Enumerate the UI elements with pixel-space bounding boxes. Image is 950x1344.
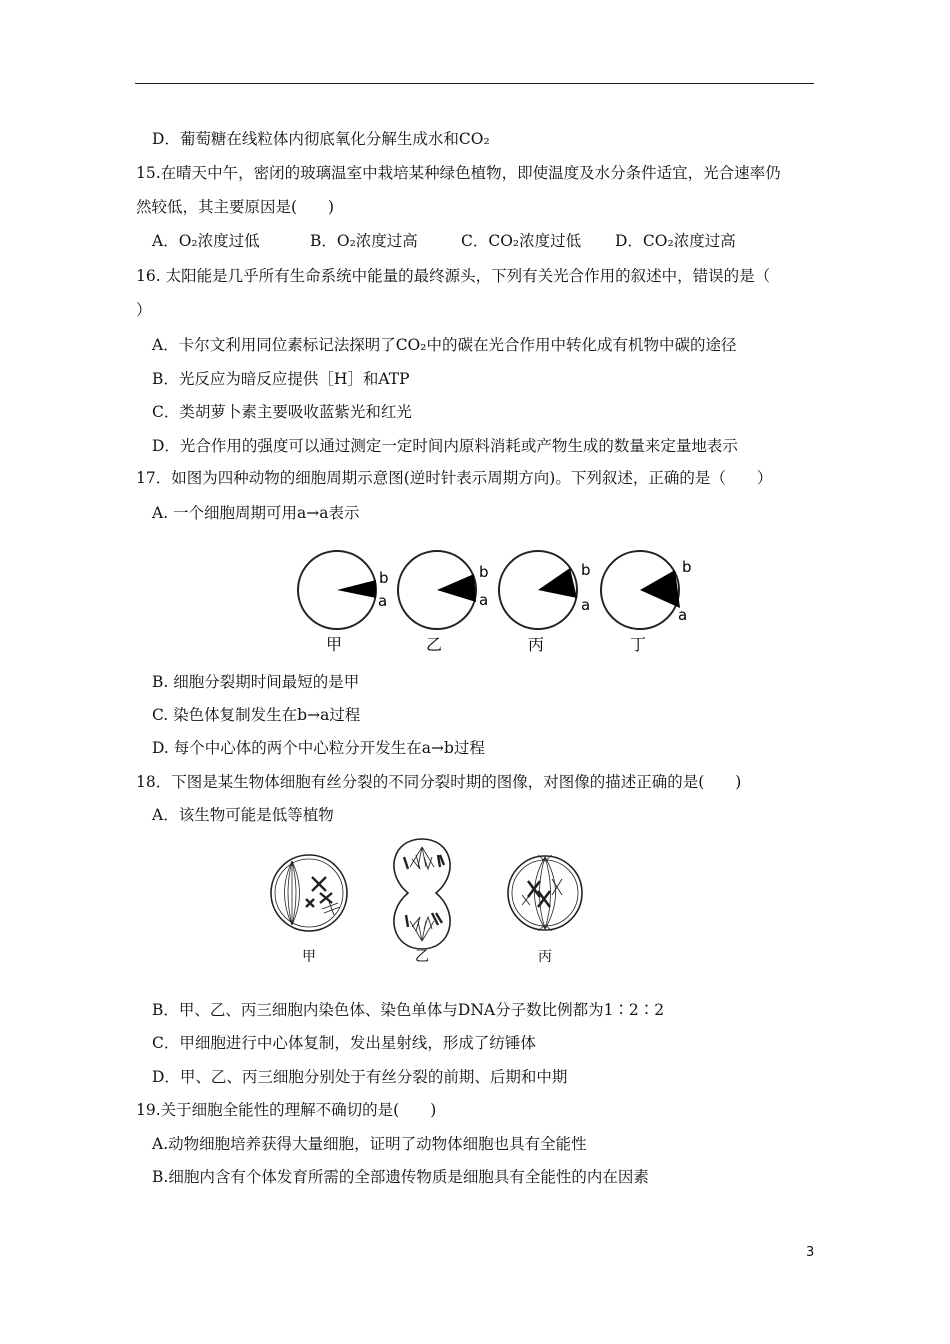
q16-option-b: B．光反应为暗反应提供［H］和ATP [152, 370, 410, 388]
q18-option-c: C．甲细胞进行中心体复制，发出星射线，形成了纺锤体 [152, 1034, 536, 1052]
cell-inner-outline [275, 859, 343, 927]
q16-stem-line1: 16. 太阳能是几乎所有生命系统中能量的最终源头，下列有关光合作用的叙述中，错误的是（ [136, 267, 771, 285]
point-b-label: b [479, 563, 489, 581]
point-b-label: b [379, 569, 389, 587]
q16-option-c: C．类胡萝卜素主要吸收蓝紫光和红光 [152, 403, 412, 421]
point-a-label: a [378, 592, 388, 610]
header-rule [135, 83, 814, 84]
q15-option-c: C．CO₂浓度过低 [461, 232, 582, 250]
q17-option-a: A. 一个细胞周期可用a→a表示 [152, 504, 360, 522]
q16-stem-line2: ） [136, 301, 152, 319]
q15-option-b: B．O₂浓度过高 [310, 232, 418, 250]
cell-cycle-bing [499, 551, 591, 654]
q16-option-a: A．卡尔文利用同位素标记法探明了CO₂中的碳在光合作用中转化成有机物中碳的途径 [152, 336, 737, 354]
cell-label: 甲 [326, 635, 343, 654]
point-a-label: a [581, 596, 591, 614]
mitosis-label-jia: 甲 [302, 949, 316, 965]
point-b-label: b [682, 558, 692, 576]
q18-stem: 18．下图是某生物体细胞有丝分裂的不同分裂时期的图像，对图像的描述正确的是( ) [136, 773, 742, 791]
q17-option-b: B. 细胞分裂期时间最短的是甲 [152, 673, 360, 691]
point-b-label: b [581, 561, 591, 579]
q15-option-a: A．O₂浓度过低 [152, 232, 260, 250]
q15-options [152, 231, 736, 251]
mitosis-cell-yi [394, 839, 450, 949]
spindle-fibers [285, 861, 300, 925]
q15-option-d: D．CO₂浓度过高 [615, 232, 736, 250]
cell-cycle-figure [290, 540, 700, 665]
page-number: 3 [806, 1245, 815, 1260]
cell-outline [394, 839, 450, 949]
cell-label: 丙 [528, 635, 545, 654]
q15-stem-line1: 15.在晴天中午，密闭的玻璃温室中栽培某种绿色植物，即使温度及水分条件适宜，光合速率仍 [136, 164, 781, 182]
cell-cycle-yi [398, 551, 489, 654]
q14-option-d: D．葡萄糖在线粒体内彻底氧化分解生成水和CO₂ [152, 130, 490, 148]
mitosis-figure [262, 833, 592, 968]
mitosis-cell-bing [508, 855, 582, 931]
q16-option-d: D．光合作用的强度可以通过测定一定时间内原料消耗或产物生成的数量来定量地表示 [152, 437, 738, 455]
q18-option-a: A．该生物可能是低等植物 [152, 806, 334, 824]
cell-outline [508, 856, 582, 930]
chromosomes [528, 881, 550, 907]
q19-option-a: A.动物细胞培养获得大量细胞，证明了动物体细胞也具有全能性 [152, 1135, 587, 1153]
mitosis-cell-jia [271, 855, 347, 931]
cell-label: 丁 [630, 635, 647, 654]
point-a-label: a [678, 606, 688, 624]
q15-stem-line2: 然较低，其主要原因是( ) [136, 198, 335, 216]
q17-stem: 17．如图为四种动物的细胞周期示意图(逆时针表示周期方向)。下列叙述，正确的是（ ） [136, 469, 773, 487]
q19-option-b: B.细胞内含有个体发育所需的全部遗传物质是细胞具有全能性的内在因素 [152, 1168, 649, 1186]
cell-cycle-ding [601, 551, 692, 654]
cell-label: 乙 [426, 635, 443, 654]
chromosomes [306, 877, 332, 907]
chromosomes-outline [412, 855, 432, 931]
mitosis-label-bing: 丙 [538, 949, 552, 965]
cell-outline [271, 855, 347, 931]
q18-option-b: B．甲、乙、丙三细胞内染色体、染色单体与DNA分子数比例都为1∶2∶2 [152, 1001, 665, 1019]
q19-stem: 19.关于细胞全能性的理解不确切的是( ) [136, 1101, 437, 1119]
q17-option-d: D. 每个中心体的两个中心粒分开发生在a→b过程 [152, 739, 485, 757]
point-a-label: a [479, 591, 489, 609]
mitosis-label-yi: 乙 [415, 949, 429, 965]
q17-option-c: C. 染色体复制发生在b→a过程 [152, 706, 361, 724]
cell-inner-outline [512, 860, 578, 926]
cell-cycle-jia [298, 551, 389, 654]
q18-option-d: D．甲、乙、丙三细胞分别处于有丝分裂的前期、后期和中期 [152, 1068, 568, 1086]
